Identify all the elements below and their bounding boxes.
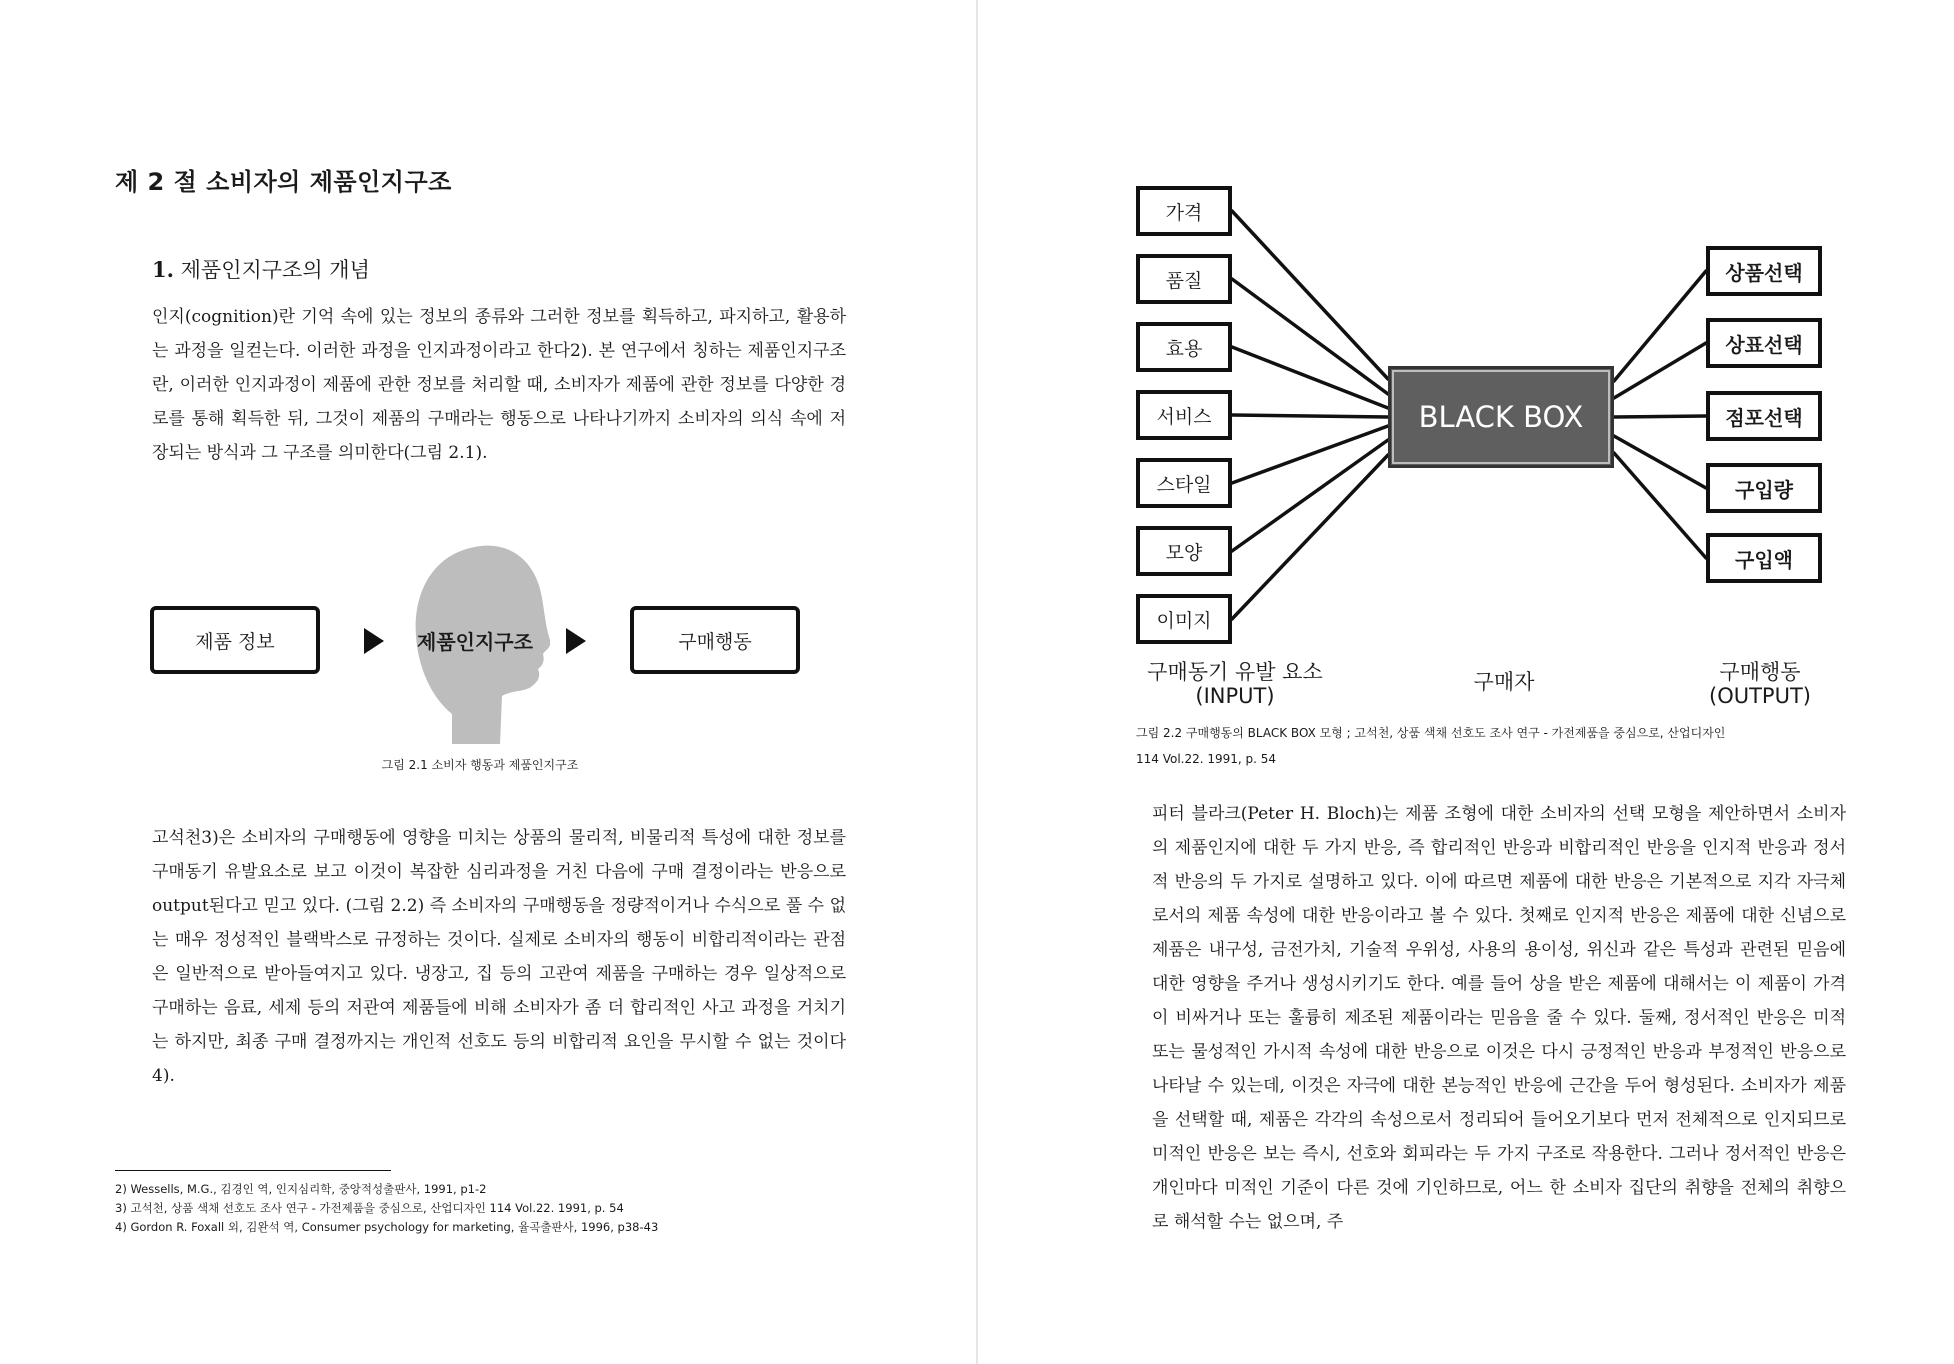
subsection-number: 1. bbox=[152, 257, 174, 282]
black-box: BLACK BOX bbox=[1388, 366, 1614, 468]
output-box-quantity: 구입량 bbox=[1706, 463, 1822, 513]
input-box-utility: 효용 bbox=[1136, 322, 1232, 372]
purchase-behavior-box: 구매행동 bbox=[630, 606, 800, 674]
input-label-line2: (INPUT) bbox=[1195, 684, 1275, 708]
left-page bbox=[0, 0, 976, 1364]
input-box-style: 스타일 bbox=[1136, 458, 1232, 508]
buyer-label: 구매자 bbox=[1473, 670, 1535, 694]
footnote-2: 2) Wessells, M.G., 김경인 역, 인지심리학, 중앙적성출판사, 1991, p1-2 bbox=[115, 1182, 487, 1196]
body-paragraph-2: 고석천3)은 소비자의 구매행동에 영향을 미치는 상품의 물리적, 비물리적 특성에 대한 정보를 구매동기 유발요소로 보고 이것이 복잡한 심리과정을 거친 다음에 구매 결정이라는 반응으로 output된다고 믿고 있다. (그림 2.2) 즉 소비자의 구매행동을 정량적이거나 수식으로 풀 수 없는 매우 정성적인 블랙박스로 규정하는 것이다. 실제로 소비자의 행동이 비합리적이라는 관점은 일반적으로 받아들여지고 있다. 냉장고, 집 등의 고관여 제품을 구매하는 경우 일상적으로 구매하는 음료, 세제 등의 저관여 제품들에 비해 소비자가 좀 더 합리적인 사고 과정을 거치기는 하지만, 최종 구매 결정까지는 개인적 선호도 등의 비합리적 요인을 무시할 수 없는 것이다4). bbox=[152, 828, 846, 1086]
input-label bbox=[1130, 660, 1340, 708]
arrow-right-icon bbox=[566, 628, 586, 654]
output-box-store-choice: 점포선택 bbox=[1706, 391, 1822, 441]
figure-2-1-caption: 그림 2.1 소비자 행동과 제품인지구조 bbox=[381, 758, 579, 772]
footnote-4: 4) Gordon R. Foxall 외, 김완석 역, Consumer psychology for marketing, 율곡출판사, 1996, p38-43 bbox=[115, 1220, 659, 1234]
input-box-service: 서비스 bbox=[1136, 390, 1232, 440]
output-box-product-choice: 상품선택 bbox=[1706, 246, 1822, 296]
body-paragraph-1: 인지(cognition)란 기억 속에 있는 정보의 종류와 그러한 정보를 획득하고, 파지하고, 활용하는 과정을 일컫는다. 이러한 과정을 인지과정이라고 한다2). 본 연구에서 칭하는 제품인지구조란, 이러한 인지과정이 제품에 관한 정보를 처리할 때, 소비자가 제품에 관한 정보를 다양한 경로를 통해 획득한 뒤, 그것이 제품의 구매라는 행동으로 나타나기까지 소비자의 의식 속에 저장되는 방식과 그 구조를 의미한다(그림 2.1). bbox=[152, 307, 846, 463]
arrow-right-icon bbox=[364, 628, 384, 654]
footnote-3: 3) 고석천, 상품 색채 선호도 조사 연구 - 가전제품을 중심으로, 산업디자인 114 Vol.22. 1991, p. 54 bbox=[115, 1201, 624, 1215]
output-box-amount: 구입액 bbox=[1706, 533, 1822, 583]
input-box-price: 가격 bbox=[1136, 186, 1232, 236]
input-label-line1: 구매동기 유발 요소 bbox=[1147, 660, 1323, 684]
input-box-image: 이미지 bbox=[1136, 594, 1232, 644]
cognition-structure-label: 제품인지구조 bbox=[417, 630, 533, 654]
footnote-divider bbox=[115, 1170, 391, 1171]
figure-2-2-caption-line1: 그림 2.2 구매행동의 BLACK BOX 모형 ; 고석천, 상품 색채 선호도 조사 연구 - 가전제품을 중심으로, 산업디자인 bbox=[1136, 726, 1726, 740]
output-label-line2: (OUTPUT) bbox=[1709, 684, 1811, 708]
subsection-text: 제품인지구조의 개념 bbox=[180, 258, 370, 282]
figure-2-2-caption bbox=[1136, 720, 1836, 772]
input-box-shape: 모양 bbox=[1136, 526, 1232, 576]
output-box-brand-choice: 상표선택 bbox=[1706, 318, 1822, 368]
figure-2-1 bbox=[150, 536, 810, 776]
body-paragraph-3: 피터 블라크(Peter H. Bloch)는 제품 조형에 대한 소비자의 선택 모형을 제안하면서 소비자의 제품인지에 대한 두 가지 반응, 즉 합리적인 반응과 비합리적인 반응을 인지적 반응과 정서적 반응의 두 가지로 설명하고 있다. 이에 따르면 제품에 대한 반응은 기본적으로 지각 자극체로서의 제품 속성에 대한 반응이라고 볼 수 있다. 첫째로 인지적 반응은 제품에 대한 신념으로 제품은 내구성, 금전가치, 기술적 우위성, 사용의 용이성, 위신과 같은 특성과 관련된 믿음에 대한 영향을 주거나 생성시키기도 한다. 예를 들어 상을 받은 제품에 대해서는 이 제품이 가격이 비싸거나 또는 훌륭히 제조된 제품이라는 믿음을 줄 수 있다. 둘째, 정서적인 반응은 미적 또는 물성적인 가시적 속성에 대한 반응으로 이것은 다시 긍정적인 반응과 부정적인 반응으로 나타날 수 있는데, 이것은 자극에 대한 본능적인 반응에 근간을 두어 형성된다. 소비자가 제품을 선택할 때, 제품은 각각의 속성으로서 정리되어 들어오기보다 먼저 전체적으로 인지되므로 미적인 반응은 보는 즉시, 선호와 회피라는 두 가지 구조로 작용한다. 그러나 정서적인 반응은 개인마다 미적인 기준이 다른 것에 기인하므로, 어느 한 소비자 집단의 취향을 전체의 취향으로 해석할 수는 없으며, 주 bbox=[1152, 804, 1846, 1232]
output-label bbox=[1682, 660, 1838, 708]
input-box-quality: 품질 bbox=[1136, 254, 1232, 304]
figure-2-2-caption-line2: 114 Vol.22. 1991, p. 54 bbox=[1136, 752, 1277, 766]
output-label-line1: 구매행동 bbox=[1719, 660, 1801, 684]
product-info-box: 제품 정보 bbox=[150, 606, 320, 674]
section-title: 제 2 절 소비자의 제품인지구조 bbox=[115, 168, 452, 196]
subsection-title bbox=[152, 254, 370, 284]
footnotes bbox=[115, 1180, 658, 1237]
figure-2-2-blackbox-model bbox=[1124, 176, 1844, 716]
